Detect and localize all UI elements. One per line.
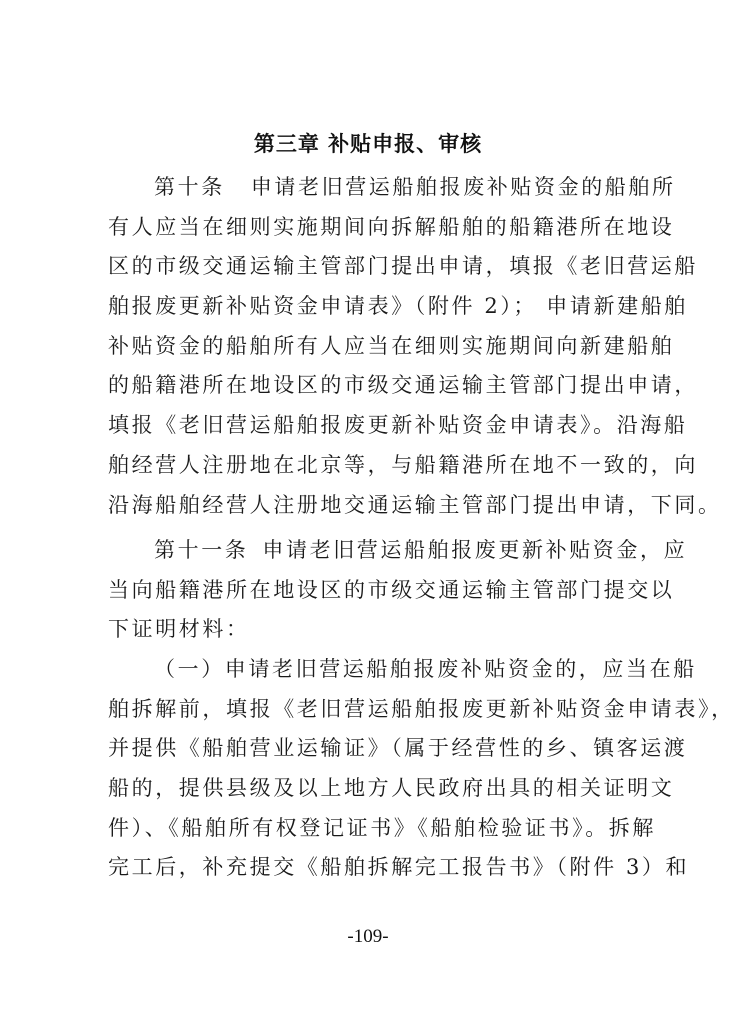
article-11-line-1 <box>108 531 688 571</box>
article-11 <box>108 531 688 650</box>
item-1-line-5: 件）、《船舶所有权登记证书》《船舶检验证书》。拆解 <box>108 815 656 840</box>
article-10-label: 第十条 <box>154 175 225 199</box>
article-11-line-3: 下证明材料： <box>108 617 250 642</box>
article-10-line-4: 舶报废更新补贴资金申请表》（附件 2）； 申请新建船舶 <box>108 294 688 319</box>
chapter-title: 第三章 补贴申报、审核 <box>253 132 483 156</box>
article-10-text: 申请老旧营运船舶报废补贴资金的船舶所 <box>250 175 676 199</box>
article-10-line-2: 有人应当在细则实施期间向拆解船舶的船籍港所在地设 <box>108 214 675 239</box>
article-11-text: 申请老旧营运船舶报废更新补贴资金，应 <box>262 538 688 562</box>
item-1 <box>108 650 735 888</box>
item-1-line-6: 完工后，补充提交《船舶拆解完工报告书》（附件 3）和 <box>108 855 690 880</box>
item-1-line-1: （一）申请老旧营运船舶报废补贴资金的，应当在船 <box>154 657 697 681</box>
article-10-line-6: 的船籍港所在地设区的市级交通运输主管部门提出申请， <box>108 373 698 398</box>
article-11-line-2: 当向船籍港所在地设区的市级交通运输主管部门提交以 <box>108 577 675 602</box>
article-10-line-8: 舶经营人注册地在北京等，与船籍港所在地不一致的，向 <box>108 452 698 477</box>
article-10-line-3: 区的市级交通运输主管部门提出申请，填报《老旧营运船 <box>108 254 698 279</box>
article-10-line-9: 沿海船舶经营人注册地交通运输主管部门提出申请，下同。 <box>108 492 722 517</box>
article-10-line-5: 补贴资金的船舶所有人应当在细则实施期间向新建船舶 <box>108 333 675 358</box>
item-1-line-3: 并提供《船舶营业运输证》（属于经营性的乡、镇客运渡 <box>108 736 688 761</box>
item-1-line-4: 船的，提供县级及以上地方人民政府出具的相关证明文 <box>108 776 675 801</box>
page-number: -109- <box>347 926 389 947</box>
article-11-label: 第十一条 <box>154 538 249 562</box>
item-1-line-2: 舶拆解前，填报《老旧营运船舶报废更新补贴资金申请表》， <box>108 696 735 721</box>
article-10-line-1 <box>108 168 676 208</box>
article-10 <box>108 168 722 525</box>
article-10-line-7: 填报《老旧营运船舶报废更新补贴资金申请表》。沿海船 <box>108 413 688 438</box>
